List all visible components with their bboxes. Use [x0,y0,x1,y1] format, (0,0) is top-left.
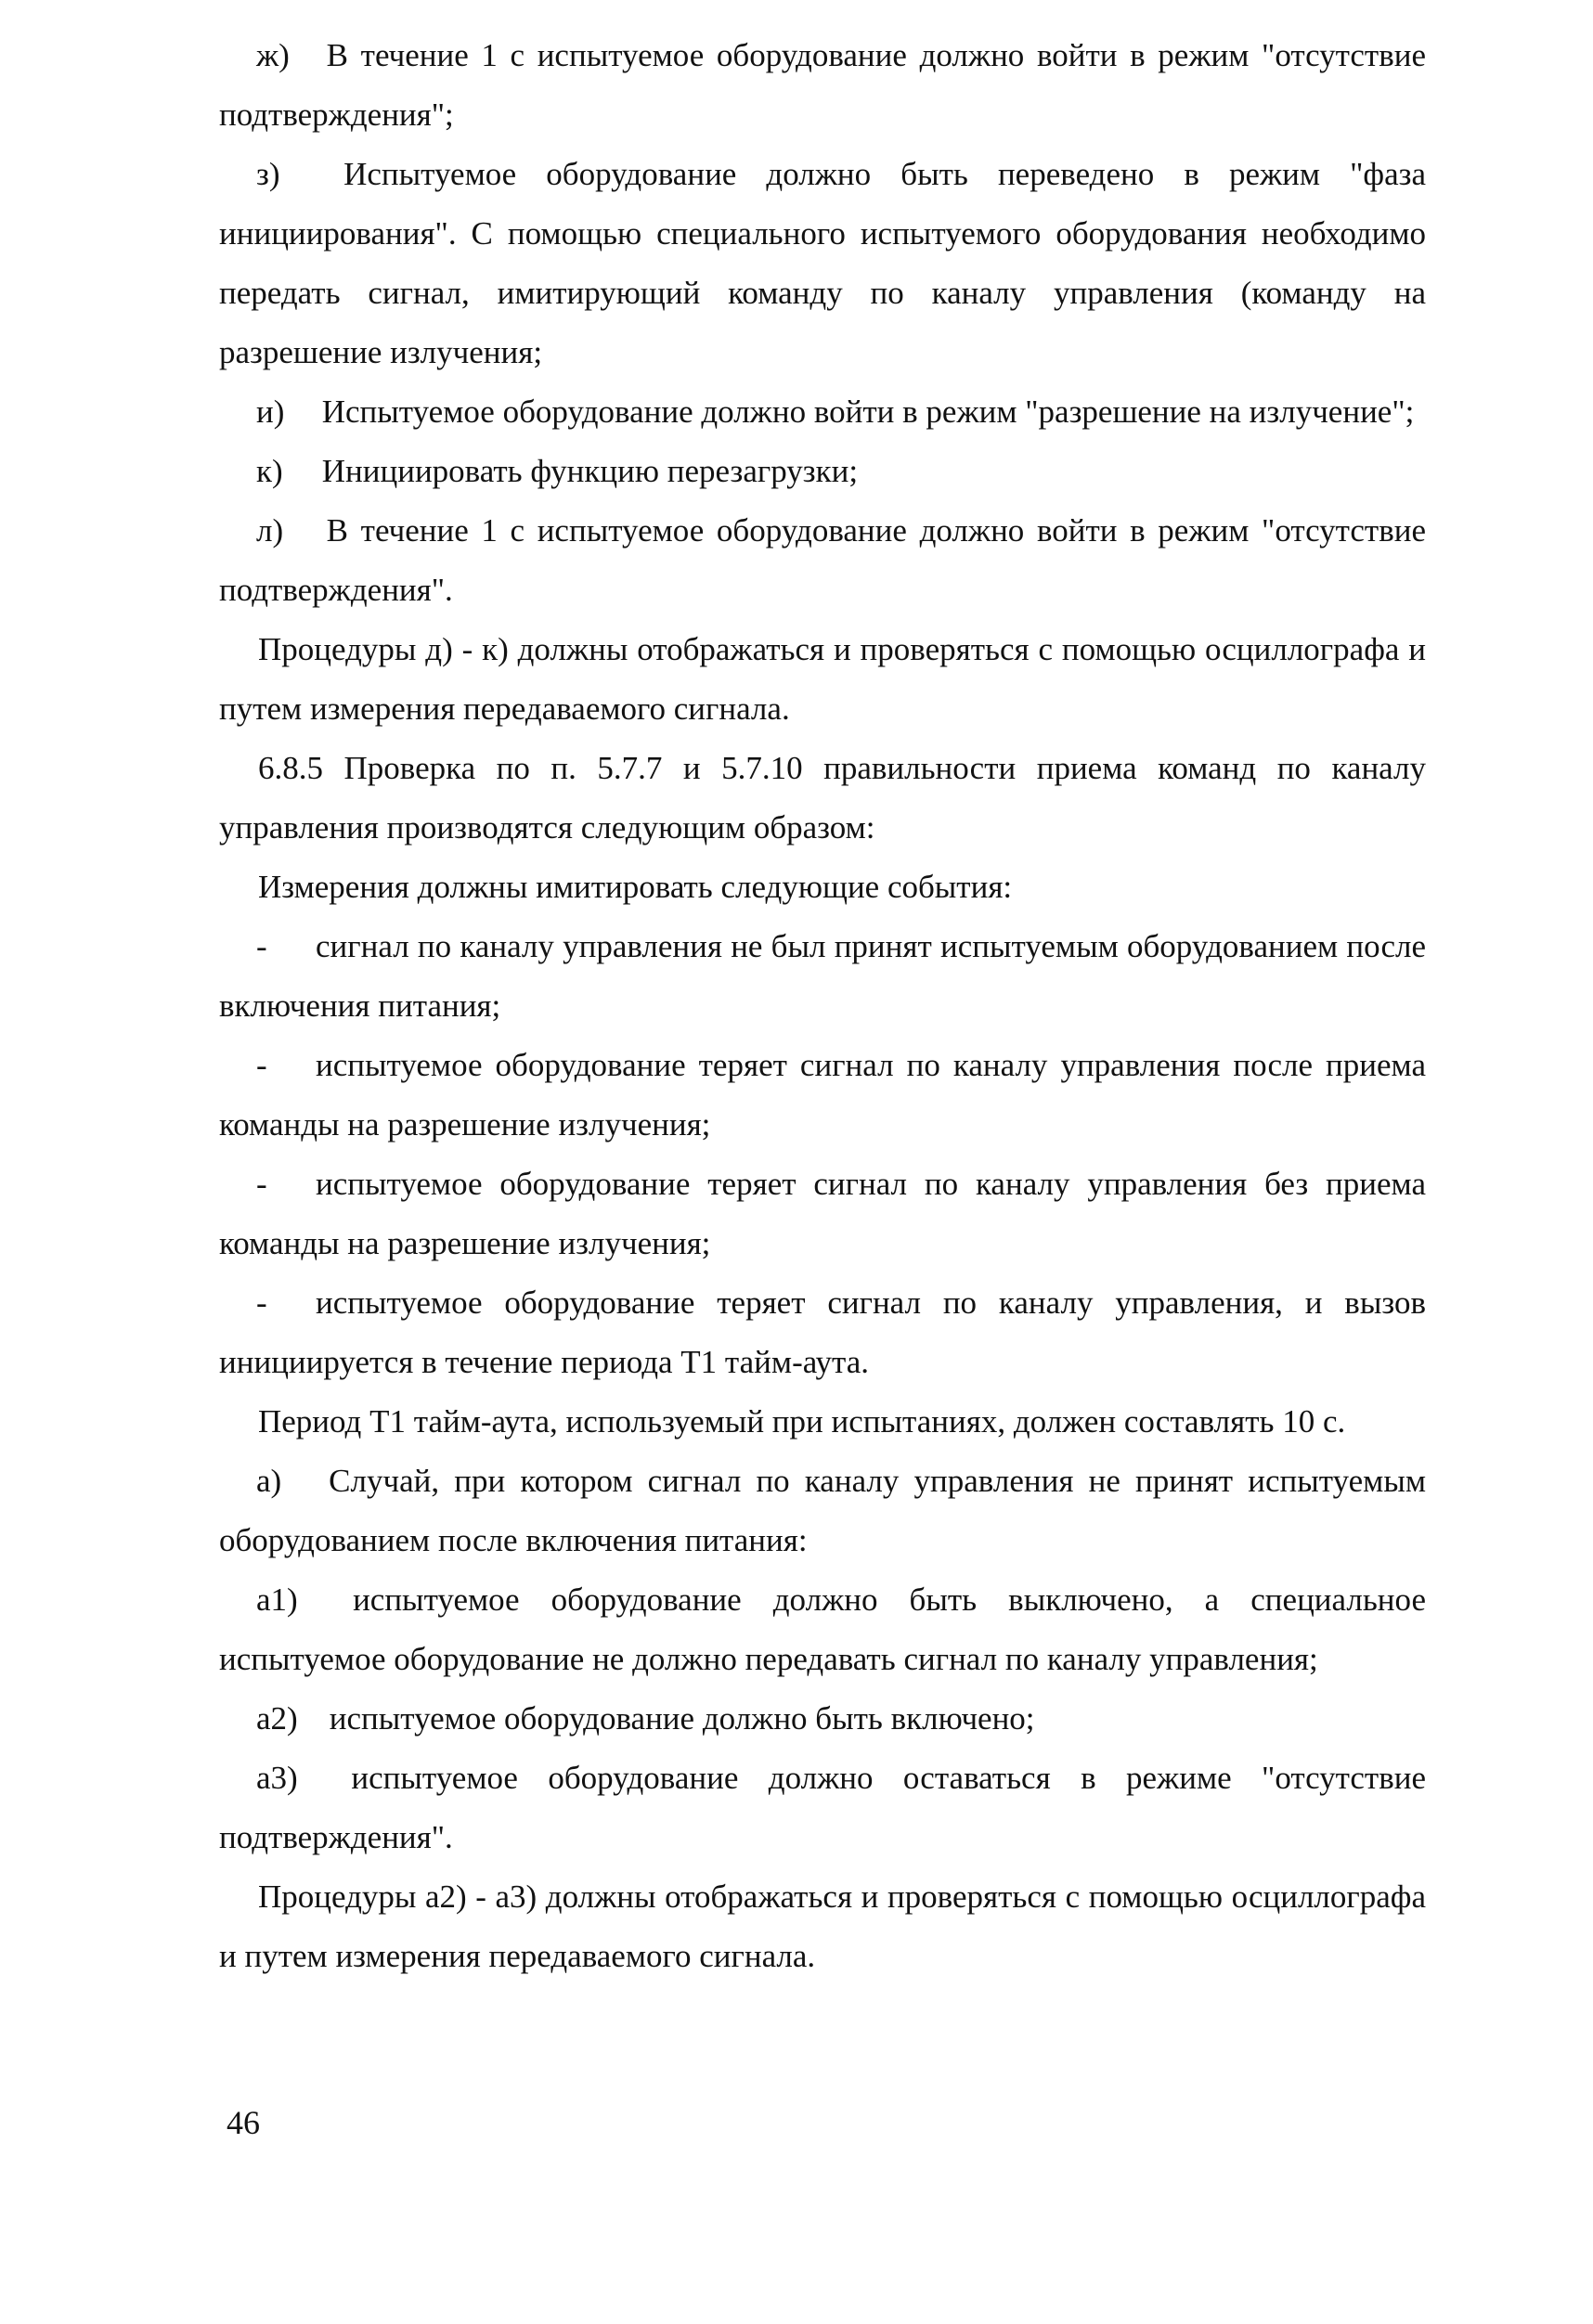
bullet-item [219,1155,1426,1273]
item-text: испытуемое оборудование теряет сигнал по каналу управления после приема команды на разрешение излучения; [219,1047,1426,1143]
item-label: л) [256,512,284,549]
list-item-k [219,442,1426,501]
item-text: испытуемое оборудование должно быть включено; [329,1700,1035,1737]
item-text: испытуемое оборудование должно оставаться в режиме "отсутствие подтверждения". [219,1760,1426,1855]
list-item-i [219,382,1426,442]
list-item-a3 [219,1749,1426,1867]
paragraph-text: Измерения должны имитировать следующие события: [258,869,1013,905]
item-text: испытуемое оборудование теряет сигнал по каналу управления без приема команды на разрешение излучения; [219,1166,1426,1261]
document-body [219,26,1426,1986]
paragraph-measurements [219,858,1426,917]
item-text: сигнал по каналу управления не был принят испытуемым оборудованием после включения питания; [219,928,1426,1024]
paragraph-procedures-a2-a3 [219,1867,1426,1986]
page-number: 46 [227,2104,260,2141]
list-item-a1 [219,1570,1426,1689]
item-label: а2) [256,1700,298,1737]
item-text: Испытуемое оборудование должно войти в режим "разрешение на излучение"; [321,394,1415,430]
item-text: В течение 1 с испытуемое оборудование должно войти в режим "отсутствие подтверждения"; [219,37,1427,133]
item-text: Испытуемое оборудование должно быть переведено в режим "фаза инициирования". С помощью специального испытуемого оборудования необходимо передать сигнал, имитирующий команду по каналу управления (команду на разрешение излучения; [219,156,1427,370]
item-label: з) [256,156,280,192]
item-label: к) [256,453,283,489]
bullet-item [219,917,1426,1036]
paragraph-text: 6.8.5 Проверка по п. 5.7.7 и 5.7.10 правильности приема команд по каналу управления производятся следующим образом: [219,750,1426,846]
paragraph-text: Период Т1 тайм-аута, используемый при испытаниях, должен составлять 10 с. [258,1403,1346,1440]
bullet-dash: - [256,928,267,964]
paragraph-6-8-5 [219,739,1426,858]
item-label: а3) [256,1760,298,1796]
item-text: Случай, при котором сигнал по каналу управления не принят испытуемым оборудованием после включения питания: [219,1463,1426,1558]
paragraph-text: Процедуры а2) - а3) должны отображаться и проверяться с помощью осциллографа и путем измерения передаваемого сигнала. [219,1879,1426,1974]
list-item-a2 [219,1689,1426,1749]
item-label: и) [256,394,285,430]
paragraph-text: Процедуры д) - к) должны отображаться и проверяться с помощью осциллографа и путем измерения передаваемого сигнала. [219,631,1426,727]
item-text: Инициировать функцию перезагрузки; [321,453,859,489]
bullet-dash: - [256,1285,267,1321]
list-item-z [219,145,1426,382]
item-label: а1) [256,1582,298,1618]
bullet-item [219,1273,1426,1392]
item-text: испытуемое оборудование должно быть выключено, а специальное испытуемое оборудование не должно передавать сигнал по каналу управления; [219,1582,1426,1677]
list-item-a [219,1452,1426,1570]
list-item-zh [219,26,1426,145]
bullet-item [219,1036,1426,1155]
list-item-l [219,501,1426,620]
paragraph-period-t1 [219,1392,1426,1452]
item-label: а) [256,1463,282,1499]
item-text: В течение 1 с испытуемое оборудование должно войти в режим "отсутствие подтверждения". [219,512,1427,608]
item-text: испытуемое оборудование теряет сигнал по каналу управления, и вызов инициируется в течение периода Т1 тайм-аута. [219,1285,1426,1380]
paragraph-procedures-d-k [219,620,1426,739]
item-label: ж) [256,37,290,73]
bullet-dash: - [256,1166,267,1202]
bullet-dash: - [256,1047,267,1083]
